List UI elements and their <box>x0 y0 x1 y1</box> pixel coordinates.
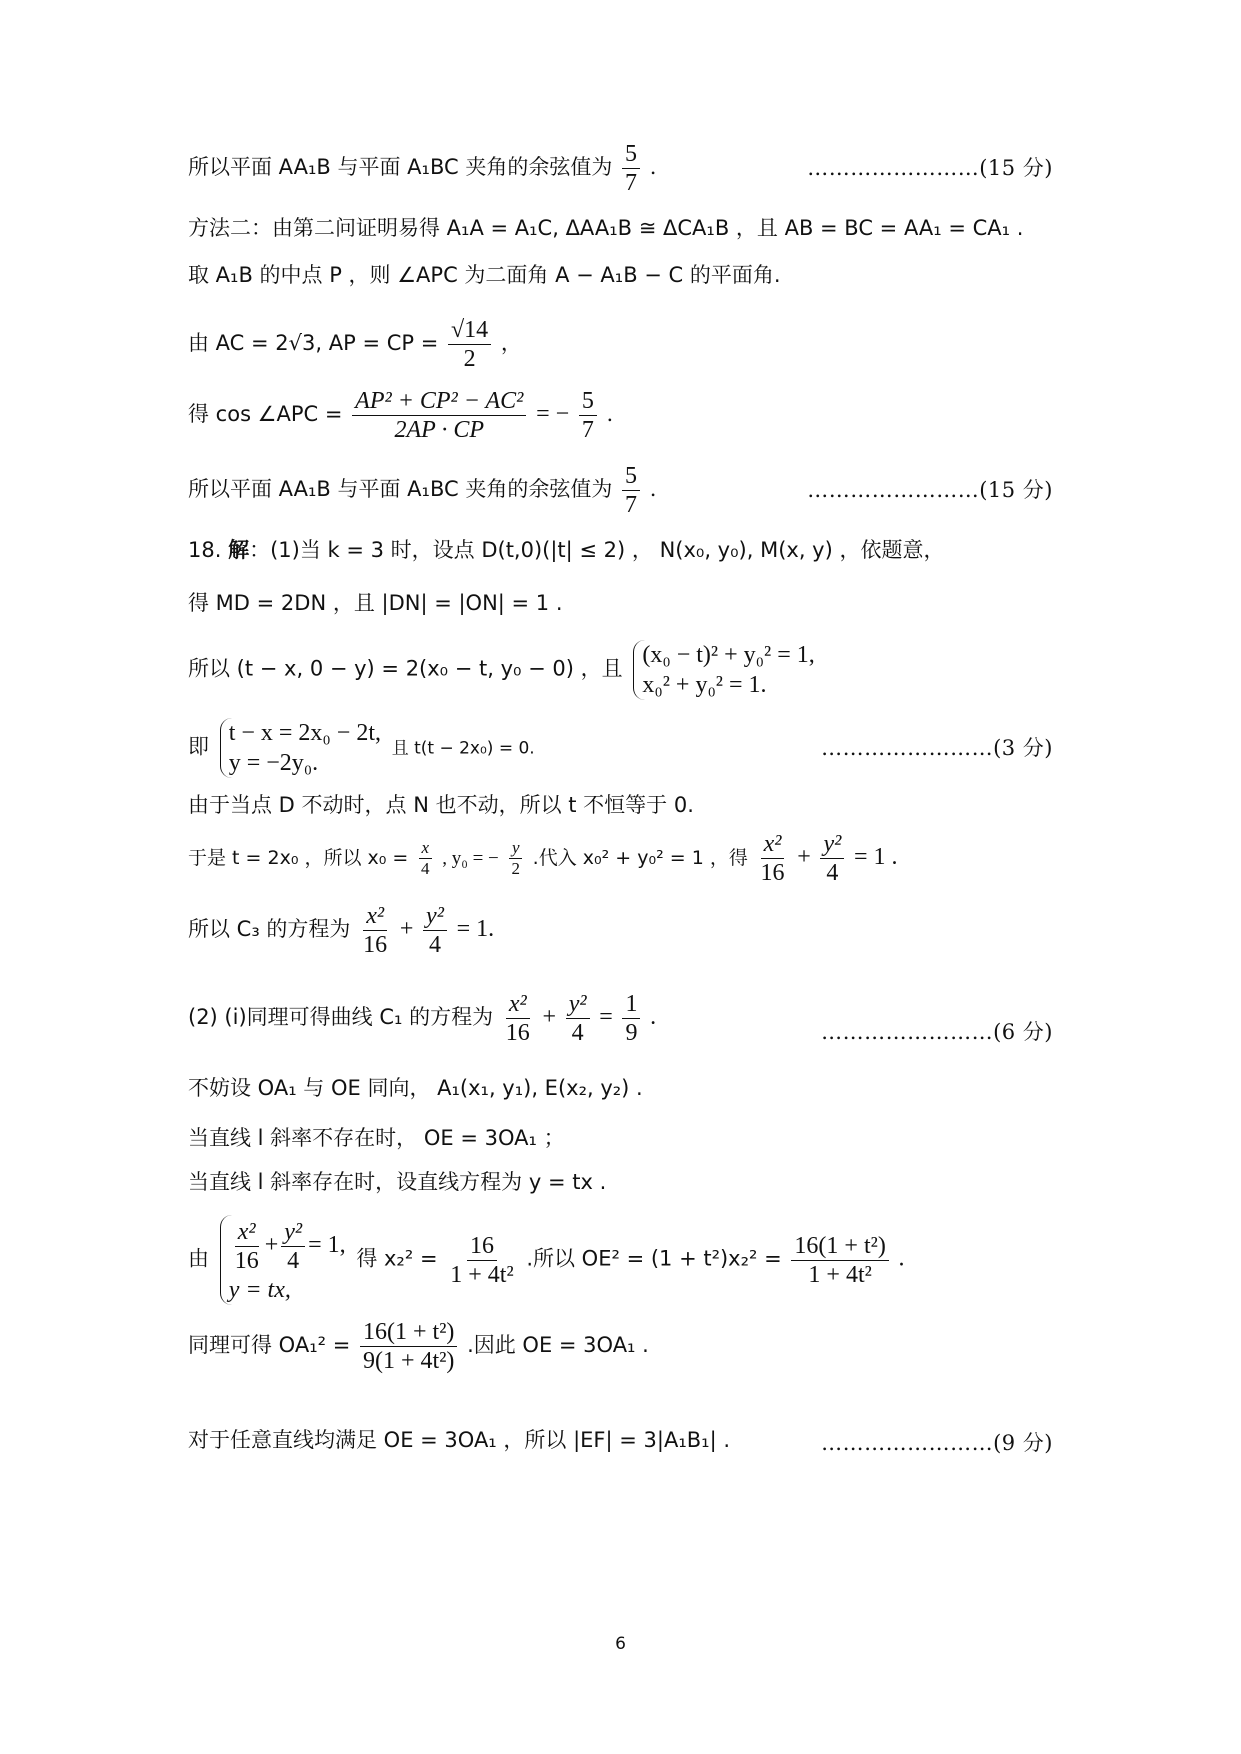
page-number: 6 <box>615 1634 626 1654</box>
line-cosine <box>188 387 1053 444</box>
fraction <box>503 990 533 1047</box>
denominator: 2AP · CP <box>394 417 485 443</box>
numerator: y <box>509 838 523 859</box>
numerator: x² <box>506 990 530 1019</box>
text: 即 <box>188 734 209 759</box>
line-lengths <box>188 316 1053 373</box>
text: (2) (i)同理可得曲线 C₁ 的方程为 <box>188 1005 494 1029</box>
line-problem-18 <box>188 535 1053 565</box>
fraction <box>758 830 788 887</box>
fraction <box>791 1232 888 1289</box>
fraction <box>352 387 526 444</box>
denominator: 2 <box>463 346 476 372</box>
fraction <box>579 387 597 444</box>
text: 由 <box>188 1246 209 1271</box>
line-oa1 <box>188 1318 1053 1375</box>
numerator: AP² + CP² − AC² <box>352 387 526 416</box>
equation: y = −2y₀. <box>228 750 319 776</box>
numerator: 16(1 + t²) <box>360 1318 457 1347</box>
line-midpoint: 取 A₁B 的中点 P ，则 ∠APC 为二面角 A − A₁B − C 的平面角. <box>188 263 781 287</box>
line-vectors: 得 MD = 2DN ，且 |DN| = |ON| = 1 . <box>188 591 563 615</box>
line-t-nonzero: 由于当点 D 不动时，点 N 也不动，所以 t 不恒等于 0. <box>188 793 694 817</box>
problem-number: 18. <box>188 538 222 562</box>
fraction <box>508 838 523 879</box>
score-marker: ……………………(9 分) <box>821 1431 1053 1455</box>
text: 所以 C₃ 的方程为 <box>188 917 351 941</box>
text: 同理可得 OA₁² = <box>188 1333 351 1357</box>
text: + <box>264 1232 279 1258</box>
text: + <box>399 916 414 942</box>
numerator: y² <box>423 902 447 931</box>
text: = <box>599 1004 613 1030</box>
equation: t − x = 2x₀ − 2t, <box>228 720 381 746</box>
denominator: 4 <box>826 860 839 886</box>
equation: y = tx, <box>228 1277 291 1303</box>
equation <box>229 1215 346 1275</box>
text: + <box>797 844 811 870</box>
text: . <box>649 155 657 179</box>
fraction <box>360 902 390 959</box>
fraction <box>418 838 433 879</box>
line-system-3 <box>188 1215 1053 1305</box>
line-c1-equation <box>188 990 1053 1047</box>
numerator: 5 <box>622 140 640 169</box>
fraction <box>232 1218 262 1275</box>
numerator: 5 <box>579 387 597 416</box>
text: . <box>649 477 657 501</box>
equation: (x₀ − t)² + y₀² = 1, <box>642 642 815 668</box>
numerator: √14 <box>448 316 491 345</box>
line-system-1 <box>188 640 1053 700</box>
denominator: 1 + 4t² <box>808 1261 872 1288</box>
text: 且 t(t − 2x₀) = 0. <box>391 738 535 759</box>
fraction <box>622 140 640 197</box>
numerator: x² <box>363 902 387 931</box>
fraction <box>447 1232 516 1289</box>
text: . <box>650 1004 657 1030</box>
fraction <box>360 1318 457 1375</box>
denominator: 16 <box>234 1248 259 1274</box>
text: = 1, <box>308 1232 346 1258</box>
denominator: 9(1 + 4t²) <box>363 1348 455 1374</box>
text: = 1. <box>456 916 495 942</box>
numerator: x <box>419 838 433 859</box>
line-substitute <box>188 830 1053 887</box>
equation: x₀² + y₀² = 1. <box>642 672 767 698</box>
line-c3-equation <box>188 902 1053 959</box>
numerator: y² <box>566 990 590 1019</box>
fraction <box>566 990 590 1047</box>
denominator: 7 <box>581 417 594 443</box>
text: .所以 OE² = (1 + t²)x₂² = <box>526 1246 782 1271</box>
text: 所以 (t − x, 0 − y) = 2(x₀ − t, y₀ − 0) ，且 <box>188 656 623 681</box>
text: 所以平面 AA₁B 与平面 A₁BC 夹角的余弦值为 <box>188 155 613 179</box>
denominator: 4 <box>287 1248 300 1274</box>
line-final: 对于任意直线均满足 OE = 3OA₁ ，所以 |EF| = 3|A₁B₁| . <box>188 1428 730 1452</box>
score-marker: ……………………(6 分) <box>821 1020 1053 1044</box>
denominator: 4 <box>421 859 430 878</box>
text: 得 x₂² = <box>356 1246 438 1271</box>
numerator: y² <box>820 830 844 859</box>
fraction <box>281 1218 305 1275</box>
line-slope-exists: 当直线 l 斜率存在时，设直线方程为 y = tx . <box>188 1170 607 1194</box>
text: 由 AC = 2√3, AP = CP = <box>188 331 439 355</box>
equation-system <box>633 640 814 700</box>
equation-system <box>220 718 381 778</box>
solution-label: 解 <box>228 538 250 562</box>
text: .代入 x₀² + y₀² = 1 ，得 <box>532 847 748 869</box>
numerator: x² <box>235 1218 259 1247</box>
text: 于是 t = 2x₀ ，所以 x₀ = <box>188 847 409 869</box>
text: = − <box>536 401 570 427</box>
text: + <box>542 1004 556 1030</box>
fraction <box>448 316 491 373</box>
equation-system <box>220 1215 346 1305</box>
fraction <box>622 462 640 519</box>
text: 得 cos ∠APC = <box>188 402 343 426</box>
fraction <box>622 990 640 1047</box>
denominator: 2 <box>511 859 520 878</box>
score-marker: ……………………(15 分) <box>807 478 1053 502</box>
line-no-slope: 当直线 l 斜率不存在时， OE = 3OA₁ ； <box>188 1126 565 1150</box>
text: 所以平面 AA₁B 与平面 A₁BC 夹角的余弦值为 <box>188 477 613 501</box>
denominator: 1 + 4t² <box>450 1261 514 1288</box>
fraction <box>423 902 447 959</box>
denominator: 4 <box>571 1020 584 1046</box>
text: . <box>898 1245 905 1272</box>
numerator: 1 <box>622 990 640 1019</box>
text: , y₀ = − <box>442 848 499 869</box>
fraction <box>820 830 844 887</box>
numerator: x² <box>761 830 785 859</box>
text: ：(1)当 k = 3 时，设点 D(t,0)(|t| ≤ 2) ， N(x₀, y₀), M(x, y) ，依题意， <box>249 538 945 562</box>
denominator: 7 <box>625 492 638 518</box>
denominator: 16 <box>505 1020 530 1046</box>
text: .因此 OE = 3OA₁ . <box>467 1333 649 1357</box>
text: = 1 . <box>853 844 898 870</box>
score-marker: ……………………(15 分) <box>807 156 1053 180</box>
denominator: 16 <box>363 932 388 958</box>
line-method-two: 方法二：由第二问证明易得 A₁A = A₁C, ΔAA₁B ≅ ΔCA₁B ，且 AB = BC = AA₁ = CA₁ . <box>188 216 1024 240</box>
denominator: 4 <box>428 932 441 958</box>
text: . <box>606 402 614 426</box>
numerator: 16 <box>467 1232 497 1261</box>
denominator: 7 <box>625 170 638 196</box>
numerator: y² <box>281 1218 305 1247</box>
score-marker: ……………………(3 分) <box>821 736 1053 760</box>
numerator: 16(1 + t²) <box>791 1232 888 1261</box>
line-assume: 不妨设 OA₁ 与 OE 同向， A₁(x₁, y₁), E(x₂, y₂) . <box>188 1076 643 1100</box>
denominator: 16 <box>760 860 785 886</box>
denominator: 9 <box>625 1020 638 1046</box>
numerator: 5 <box>622 462 640 491</box>
text: ， <box>500 331 522 355</box>
